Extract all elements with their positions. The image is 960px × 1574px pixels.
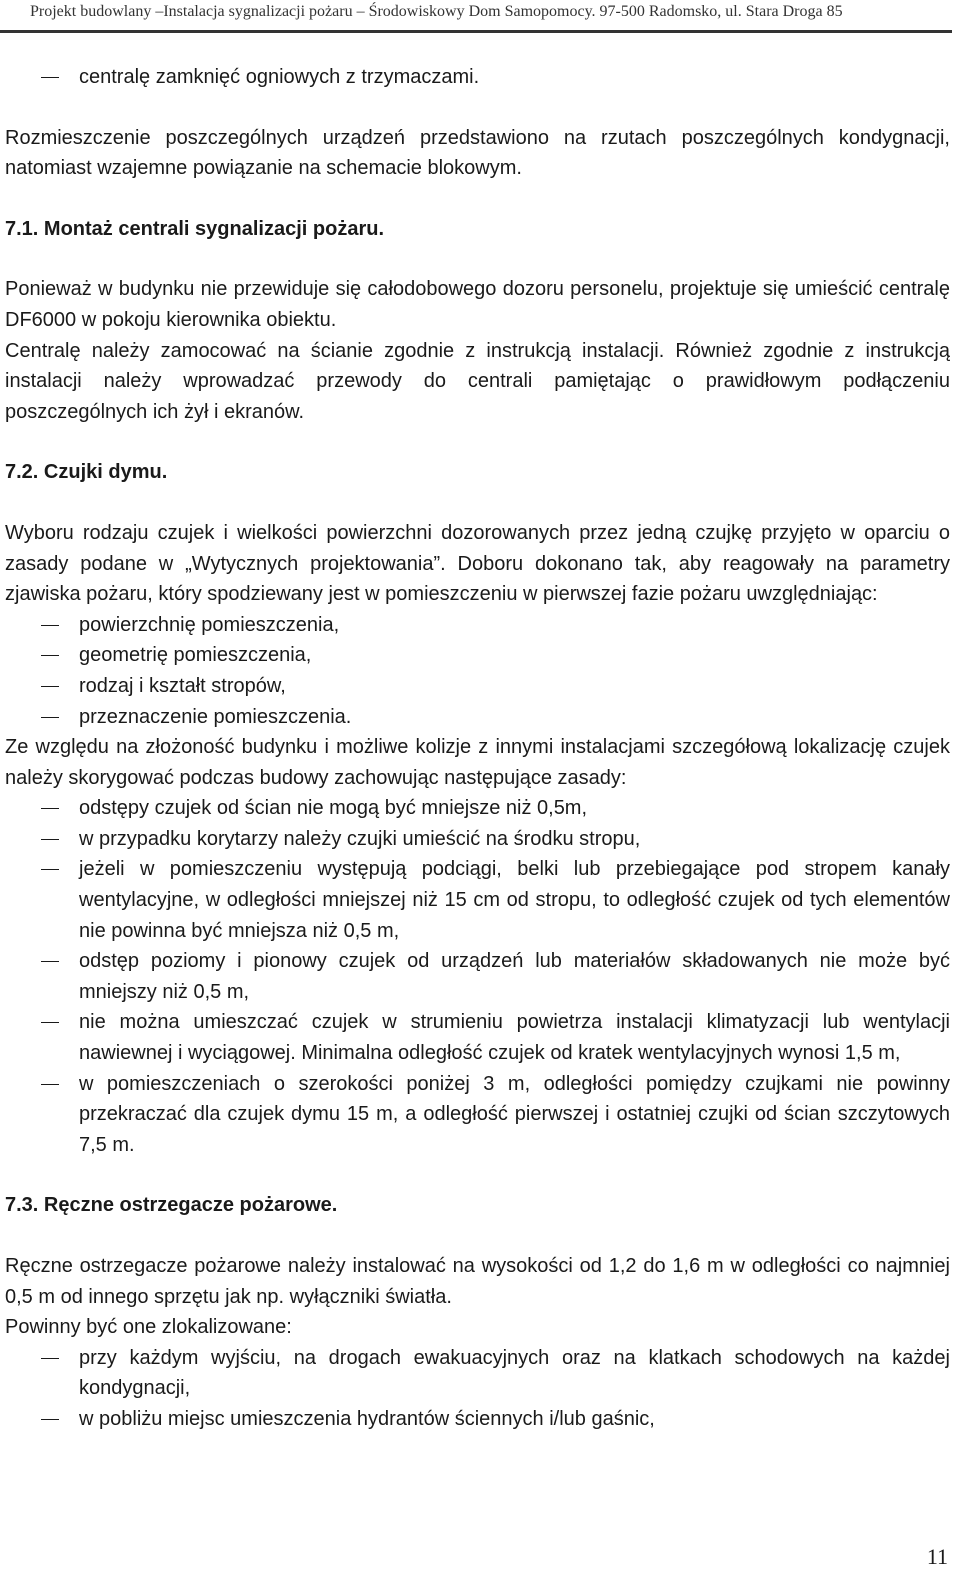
page-number: 11: [926, 1544, 948, 1569]
dash-bullet-icon: [41, 717, 59, 718]
list-item: odstępy czujek od ścian nie mogą być mniejsze niż 0,5m,: [5, 793, 950, 824]
rules-list: [5, 793, 950, 1160]
dash-bullet-icon: [41, 1022, 59, 1023]
list-item: w pomieszczeniach o szerokości poniżej 3 m, odległości pomiędzy czujkami nie powinny przekraczać dla czujek dymu 15 m, a odległość pierwszej i ostatniej czujki od ścian szczytowych 7,5 m.: [5, 1069, 950, 1161]
document-body: [5, 62, 950, 1435]
dash-bullet-icon: [41, 961, 59, 962]
dash-bullet-icon: [41, 869, 59, 870]
dash-bullet-icon: [41, 625, 59, 626]
dash-bullet-icon: [41, 1358, 59, 1359]
list-item: nie można umieszczać czujek w strumieniu powietrza instalacji klimatyzacji lub wentylacji nawiewnej i wyciągowej. Minimalna odległość czujek od kratek wentylacyjnych wynosi 1,5 m,: [5, 1007, 950, 1068]
section-heading: 7.2. Czujki dymu.: [5, 461, 168, 484]
dash-bullet-icon: [41, 839, 59, 840]
list-item: przeznaczenie pomieszczenia.: [5, 702, 950, 733]
dash-bullet-icon: [41, 1084, 59, 1085]
dash-bullet-icon: [41, 686, 59, 687]
list-item: centralę zamknięć ogniowych z trzymaczami.: [5, 62, 950, 93]
paragraph: Wyboru rodzaju czujek i wielkości powierzchni dozorowanych przez jedną czujkę przyjęto w oparciu o zasady podane w „Wytycznych projektowania”. Doboru dokonano tak, aby reagowały na parametry zjawiska pożaru, który spodziewany jest w pomieszczeniu w pierwszej fazie pożaru uwzględniając:: [5, 521, 950, 606]
list-item: w pobliżu miejsc umieszczenia hydrantów ściennych i/lub gaśnic,: [5, 1404, 950, 1435]
paragraph: Powinny być one zlokalizowane:: [5, 1316, 292, 1339]
list-item: rodzaj i kształt stropów,: [5, 671, 950, 702]
list-item: powierzchnię pomieszczenia,: [5, 610, 950, 641]
section-heading: 7.1. Montaż centrali sygnalizacji pożaru.: [5, 217, 384, 240]
locations-list: [5, 1343, 950, 1435]
dash-bullet-icon: [41, 655, 59, 656]
intro-list: [5, 62, 950, 93]
list-item: geometrię pomieszczenia,: [5, 640, 950, 671]
paragraph: Ręczne ostrzegacze pożarowe należy instalować na wysokości od 1,2 do 1,6 m w odległości co najmniej 0,5 m od innego sprzętu jak np. wyłączniki światła.: [5, 1255, 950, 1308]
list-item: przy każdym wyjściu, na drogach ewakuacyjnych oraz na klatkach schodowych na każdej kondygnacji,: [5, 1343, 950, 1404]
header-text: Projekt budowlany –Instalacja sygnalizacji pożaru – Środowiskowy Dom Samopomocy. 97-500 Radomsko, ul. Stara Droga 85: [30, 3, 843, 20]
dash-bullet-icon: [41, 1419, 59, 1420]
page-header: [0, 0, 952, 33]
paragraph: Ponieważ w budynku nie przewiduje się całodobowego dozoru personelu, projektuje się umieścić centralę DF6000 w pokoju kierownika obiektu.: [5, 278, 950, 331]
criteria-list: [5, 610, 950, 732]
section-heading: 7.3. Ręczne ostrzegacze pożarowe.: [5, 1194, 338, 1217]
list-item: jeżeli w pomieszczeniu występują podciągi, belki lub przebiegające pod stropem kanały wentylacyjne, w odległości mniejszej niż 15 cm od stropu, to odległość czujek od tych elementów nie powinna być mniejsza niż 0,5 m,: [5, 854, 950, 946]
paragraph: Ze względu na złożoność budynku i możliwe kolizje z innymi instalacjami szczegółową lokalizację czujek należy skorygować podczas budowy zachowując następujące zasady:: [5, 736, 950, 789]
paragraph: Centralę należy zamocować na ścianie zgodnie z instrukcją instalacji. Również zgodnie z instrukcją instalacji należy wprowadzać przewody do centrali pamiętając o prawidłowym podłączeniu poszczególnych ich żył i ekranów.: [5, 339, 950, 423]
paragraph: Rozmieszczenie poszczególnych urządzeń przedstawiono na rzutach poszczególnych kondygnacji, natomiast wzajemne powiązanie na schemacie blokowym.: [5, 126, 950, 180]
dash-bullet-icon: [41, 808, 59, 809]
list-item: odstęp poziomy i pionowy czujek od urządzeń lub materiałów składowanych nie może być mniejszy niż 0,5 m,: [5, 946, 950, 1007]
list-item: w przypadku korytarzy należy czujki umieścić na środku stropu,: [5, 824, 950, 855]
dash-bullet-icon: [41, 77, 59, 78]
